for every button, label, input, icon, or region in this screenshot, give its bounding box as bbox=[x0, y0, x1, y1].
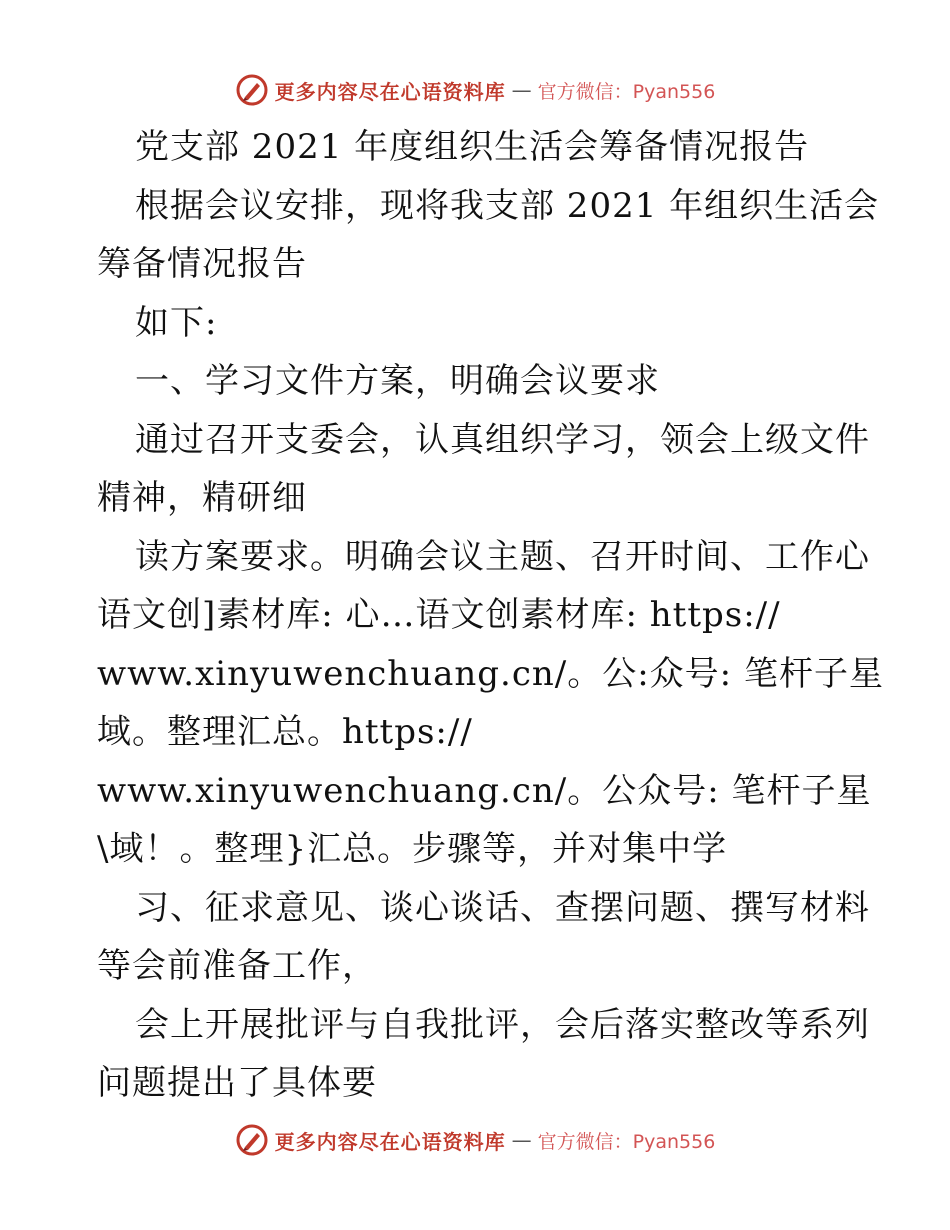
watermark-contact: 官方微信：Pyan556 bbox=[537, 1130, 716, 1153]
watermark-text: 更多内容尽在心语资料库 bbox=[274, 79, 506, 104]
text-line: 一、学习文件方案，明确会议要求 bbox=[135, 361, 660, 401]
watermark-separator: — bbox=[511, 1128, 532, 1152]
text-line: www.xinyuwenchuang.cn/。公:众号: 笔杆子星 bbox=[97, 653, 884, 694]
text-line: 语文创]素材库: 心…语文创素材库: https:// bbox=[97, 595, 781, 635]
text-line: 党支部 2021 年度组织生活会筹备情况报告 bbox=[135, 127, 810, 167]
watermark-contact: 官方微信：Pyan556 bbox=[537, 80, 716, 103]
text-line: 如下: bbox=[135, 302, 218, 343]
text-line: 域。整理汇总。https:// bbox=[97, 712, 473, 752]
pen-logo-icon bbox=[235, 1123, 269, 1157]
watermark-banner-bottom bbox=[0, 1120, 950, 1160]
text-line: 问题提出了具体要 bbox=[97, 1063, 377, 1103]
text-line: 等会前准备工作， bbox=[97, 946, 377, 986]
text-line: 精神，精研细 bbox=[97, 478, 307, 518]
text-line: 通过召开支委会，认真组织学习，领会上级文件 bbox=[135, 419, 870, 460]
watermark-text: 更多内容尽在心语资料库 bbox=[274, 1129, 506, 1154]
text-line: 会上开展批评与自我批评，会后落实整改等系列 bbox=[135, 1004, 870, 1045]
watermark-separator: — bbox=[511, 78, 532, 102]
text-line: \域！。整理}汇总。步骤等，并对集中学 bbox=[97, 829, 728, 869]
text-line: 习、征求意见、谈心谈话、查摆问题、撰写材料 bbox=[135, 887, 870, 928]
text-line: www.xinyuwenchuang.cn/。公众号: 笔杆子星 bbox=[97, 770, 872, 811]
pen-logo-icon bbox=[235, 73, 269, 107]
text-line: 读方案要求。明确会议主题、召开时间、工作心 bbox=[135, 536, 870, 577]
watermark-banner-top bbox=[0, 70, 950, 110]
text-line: 筹备情况报告 bbox=[97, 244, 307, 284]
text-line: 根据会议安排，现将我支部 2021 年组织生活会 bbox=[135, 185, 880, 226]
document-body bbox=[97, 118, 884, 1113]
